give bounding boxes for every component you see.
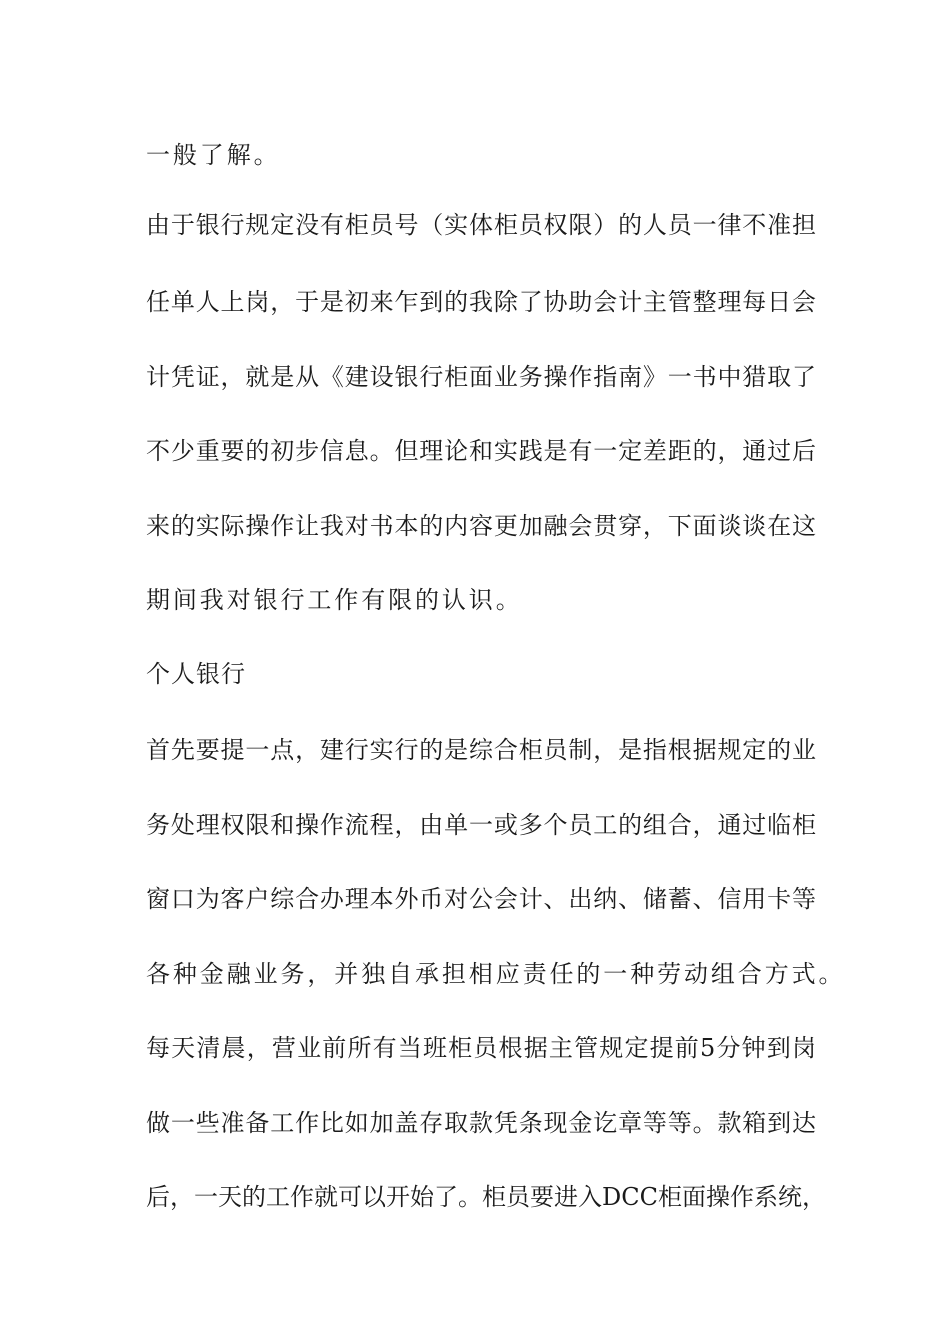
text-line: 计凭证，就是从《建设银行柜面业务操作指南》一书中猎取了 — [146, 363, 816, 391]
text-line: 窗口为客户综合办理本外币对公会计、出纳、储蓄、信用卡等 — [146, 885, 816, 913]
text-line: 务处理权限和操作流程，由单一或多个员工的组合，通过临柜 — [146, 811, 816, 839]
text-line: 不少重要的初步信息。但理论和实践是有一定差距的，通过后 — [146, 437, 816, 465]
text-line: 由于银行规定没有柜员号（实体柜员权限）的人员一律不准担 — [146, 211, 816, 239]
text-line: 任单人上岗，于是初来乍到的我除了协助会计主管整理每日会 — [146, 288, 816, 316]
text-line: 各种金融业务，并独自承担相应责任的一种劳动组合方式。 — [146, 960, 846, 988]
text-line: 做一些准备工作比如加盖存取款凭条现金讫章等等。款箱到达 — [146, 1109, 816, 1137]
text-line: 来的实际操作让我对书本的内容更加融会贯穿，下面谈谈在这 — [146, 512, 816, 540]
text-line: 期间我对银行工作有限的认识。 — [146, 586, 523, 614]
section-heading: 个人银行 — [146, 660, 246, 688]
text-line: 首先要提一点，建行实行的是综合柜员制，是指根据规定的业 — [146, 736, 816, 764]
text-line: 每天清晨，营业前所有当班柜员根据主管规定提前5分钟到岗 — [146, 1034, 816, 1062]
text-line: 一般了解。 — [146, 141, 281, 169]
text-line: 后，一天的工作就可以开始了。柜员要进入DCC柜面操作系统， — [146, 1183, 826, 1211]
